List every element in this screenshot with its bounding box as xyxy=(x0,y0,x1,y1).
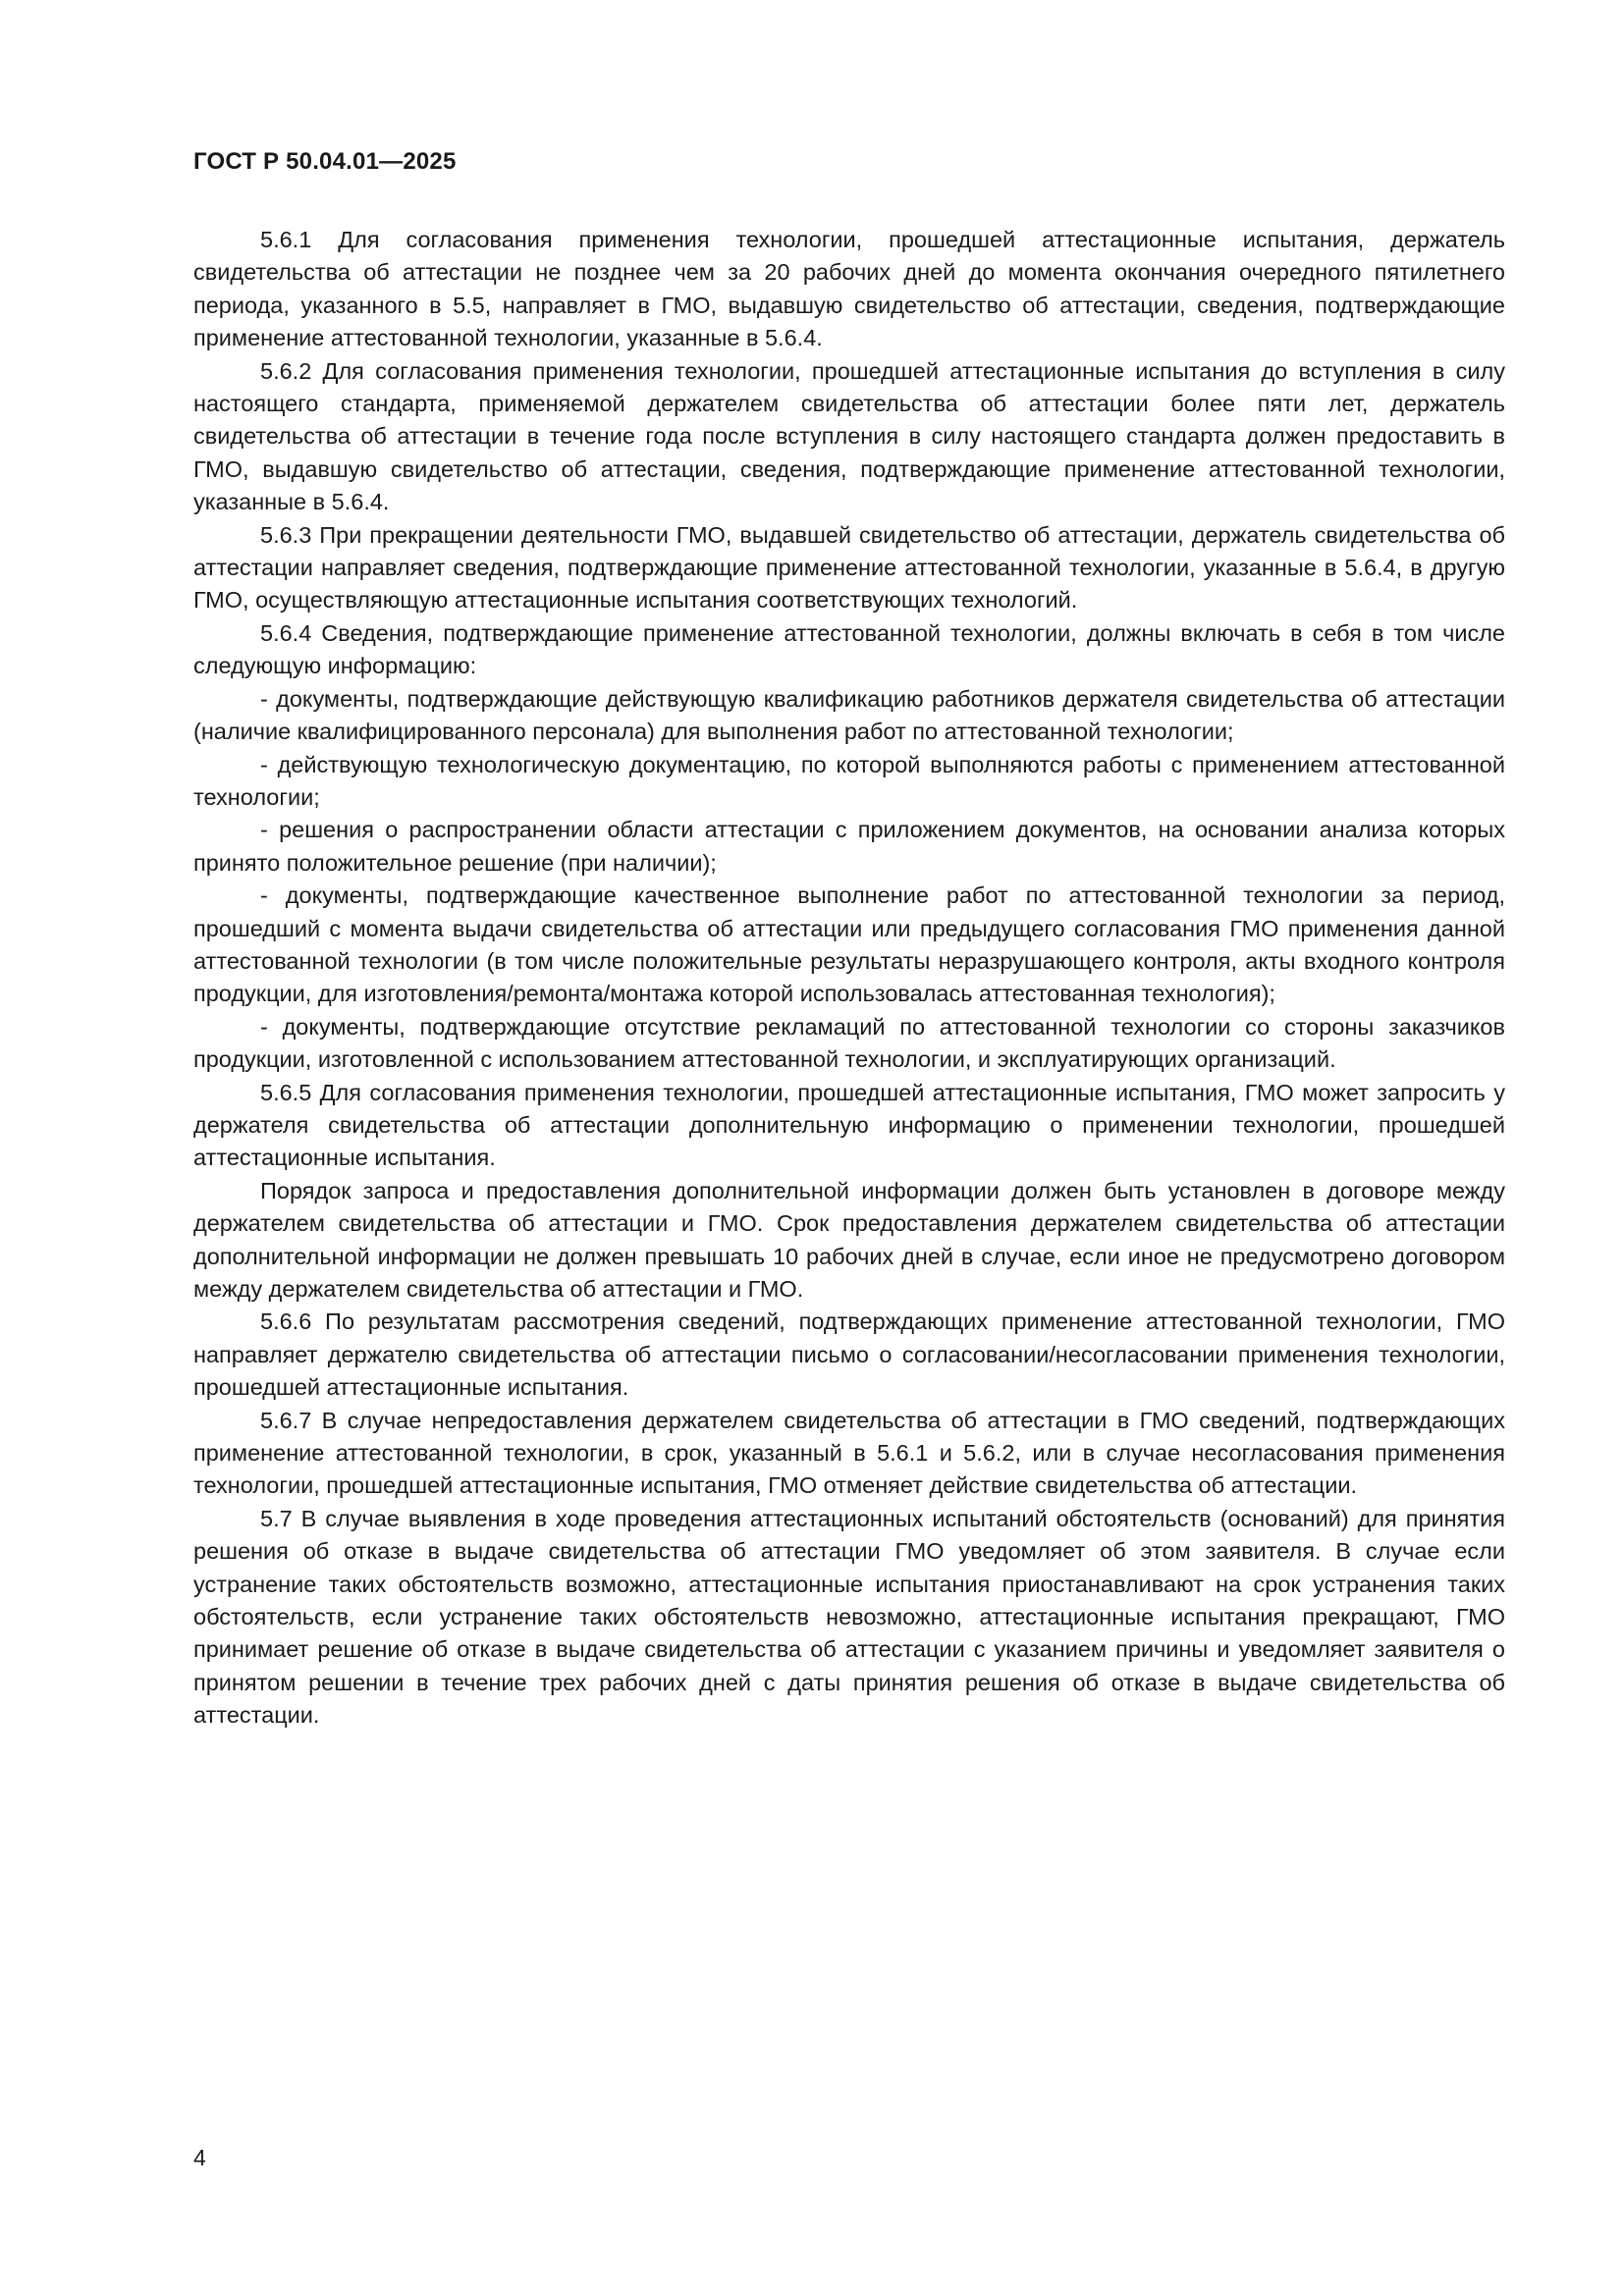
document-body xyxy=(193,224,1505,1733)
paragraph-5-6-2: 5.6.2 Для согласования применения технологии, прошедшей аттестационные испытания до вступления в силу настоящего стандарта, применяемой держателем свидетельства об аттестации более пяти лет, держатель свидетельства об аттестации в течение года после вступления в силу настоящего стандарта должен предоставить в ГМО, выдавшую свидетельство об аттестации, сведения, подтверждающие применение аттестованной технологии, указанные в 5.6.4. xyxy=(193,357,1505,515)
paragraph-5-6-6: 5.6.6 По результатам рассмотрения сведений, подтверждающих применение аттестованной технологии, ГМО направляет держателю свидетельства об аттестации письмо о согласовании/несогласовании применения технологии, прошедшей аттестационные испытания. xyxy=(193,1308,1505,1401)
page-number: 4 xyxy=(193,2145,206,2170)
paragraph-5-6-5: 5.6.5 Для согласования применения технологии, прошедшей аттестационные испытания, ГМО может запросить у держателя свидетельства об аттестации дополнительную информацию о применении технологии, прошедшей аттестационные испытания. xyxy=(193,1079,1505,1171)
paragraph-5-6-3: 5.6.3 При прекращении деятельности ГМО, выдавшей свидетельство об аттестации, держатель свидетельства об аттестации направляет сведения, подтверждающие применение аттестованной технологии, указанные в 5.6.4, в другую ГМО, осуществляющую аттестационные испытания соответствующих технологий. xyxy=(193,521,1505,614)
paragraph-request-procedure: Порядок запроса и предоставления дополнительной информации должен быть установлен в договоре между держателем свидетельства об аттестации и ГМО. Срок предоставления держателем свидетельства об аттестации дополнительной информации не должен превышать 10 рабочих дней в случае, если иное не предусмотрено договором между держателем свидетельства об аттестации и ГМО. xyxy=(193,1177,1505,1302)
document-header: ГОСТ Р 50.04.01—2025 xyxy=(193,148,457,175)
paragraph-5-6-1: 5.6.1 Для согласования применения технологии, прошедшей аттестационные испытания, держатель свидетельства об аттестации не позднее чем за 20 рабочих дней до момента окончания очередного пятилетнего периода, указанного в 5.5, направляет в ГМО, выдавшую свидетельство об аттестации, сведения, подтверждающие применение аттестованной технологии, указанные в 5.6.4. xyxy=(193,227,1505,351)
list-item-documentation: - действующую технологическую документацию, по которой выполняются работы с применением аттестованной технологии; xyxy=(193,751,1505,810)
paragraph-5-7: 5.7 В случае выявления в ходе проведения аттестационных испытаний обстоятельств (оснований) для принятия решения об отказе в выдаче свидетельства об аттестации ГМО уведомляет об этом заявителя. В случае если устранение таких обстоятельств возможно, аттестационные испытания приостанавливают на срок устранения таких обстоятельств, если устранение таких обстоятельств невозможно, аттестационные испытания прекращают, ГМО принимает решение об отказе в выдаче свидетельства об аттестации с указанием причины и уведомляет заявителя о принятом решении в течение трех рабочих дней с даты принятия решения об отказе в выдаче свидетельства об аттестации. xyxy=(193,1505,1505,1729)
list-item-scope-extension: - решения о распространении области аттестации с приложением документов, на основании анализа которых принято положительное решение (при наличии); xyxy=(193,817,1505,876)
list-item-no-complaints: - документы, подтверждающие отсутствие рекламаций по аттестованной технологии со стороны заказчиков продукции, изготовленной с использованием аттестованной технологии, и эксплуатирующих организаций. xyxy=(193,1013,1505,1073)
list-item-qualification: - документы, подтверждающие действующую квалификацию работников держателя свидетельства об аттестации (наличие квалифицированного персонала) для выполнения работ по аттестованной технологии; xyxy=(193,685,1505,745)
list-item-quality-evidence: - документы, подтверждающие качественное выполнение работ по аттестованной технологии за период, прошедший с момента выдачи свидетельства об аттестации или предыдущего согласования ГМО применения данной аттестованной технологии (в том числе положительные результаты неразрушающего контроля, акты входного контроля продукции, для изготовления/ремонта/монтажа которой использовалась аттестованная технология); xyxy=(193,882,1505,1007)
paragraph-5-6-7: 5.6.7 В случае непредоставления держателем свидетельства об аттестации в ГМО сведений, подтверждающих применение аттестованной технологии, в срок, указанный в 5.6.1 и 5.6.2, или в случае несогласования применения технологии, прошедшей аттестационные испытания, ГМО отменяет действие свидетельства об аттестации. xyxy=(193,1407,1505,1499)
paragraph-5-6-4: 5.6.4 Сведения, подтверждающие применение аттестованной технологии, должны включать в себя в том числе следующую информацию: xyxy=(193,619,1505,679)
